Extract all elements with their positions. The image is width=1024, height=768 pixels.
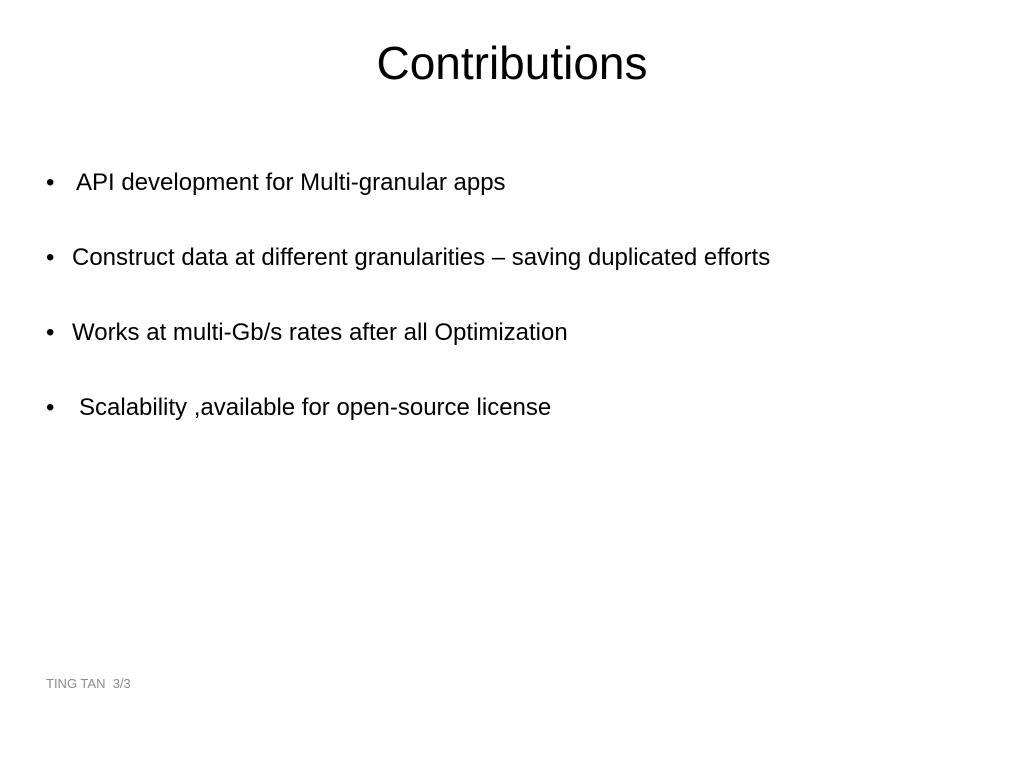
bullet-text: Construct data at different granularities – saving duplicated efforts xyxy=(72,244,771,271)
bullet-list xyxy=(46,165,986,465)
bullet-item xyxy=(46,240,986,315)
bullet-text: Works at multi-Gb/s rates after all Optimization xyxy=(72,319,568,346)
slide-footer: TING TAN 3/3 xyxy=(46,676,131,691)
slide-title: Contributions xyxy=(376,37,648,89)
bullet-item xyxy=(46,315,986,390)
bullet-icon: • xyxy=(46,169,55,196)
bullet-text: Scalability ,available for open-source license xyxy=(79,394,552,421)
bullet-icon: • xyxy=(46,394,55,421)
bullet-icon: • xyxy=(46,244,55,271)
bullet-text: API development for Multi-granular apps xyxy=(76,169,506,196)
bullet-icon: • xyxy=(46,319,55,346)
bullet-item xyxy=(46,165,986,240)
bullet-item xyxy=(46,390,986,465)
